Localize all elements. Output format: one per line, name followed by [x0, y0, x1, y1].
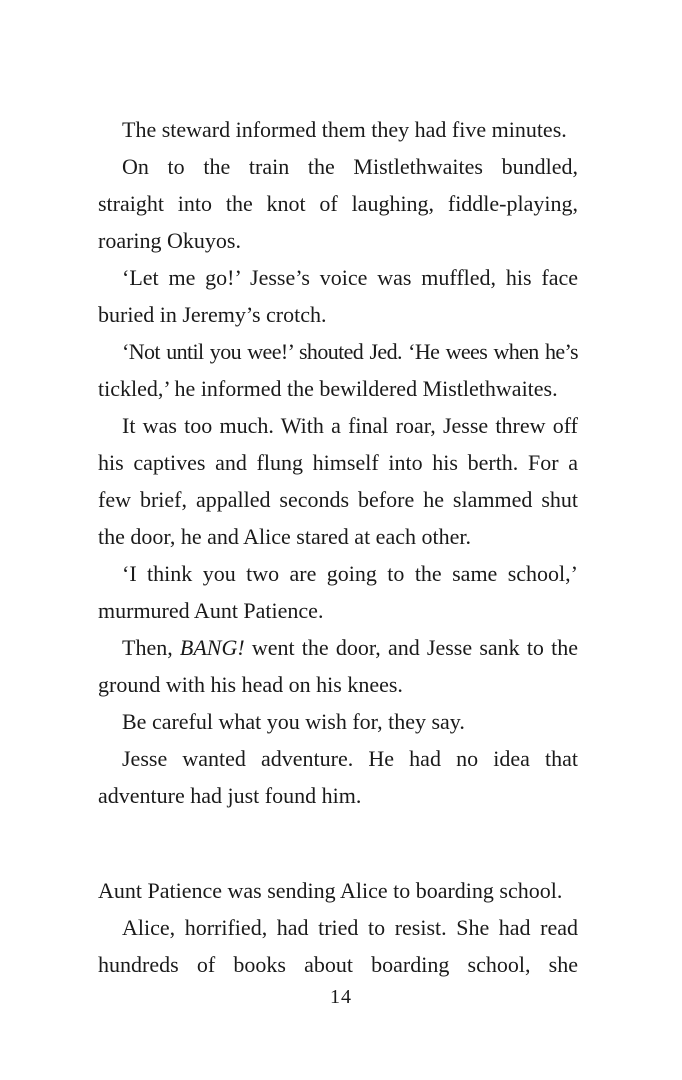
- paragraph-line: the door, he and Alice stared at each other.: [98, 524, 471, 549]
- paragraph-line: straight into the knot of laughing, fiddle-playing,: [98, 191, 578, 216]
- page-body: [98, 111, 578, 983]
- paragraph-line: Alice, horrified, had tried to resist. She had read: [122, 915, 578, 940]
- paragraph-line: [98, 629, 578, 666]
- paragraph-line: Be careful what you wish for, they say.: [122, 709, 465, 734]
- paragraph-line: tickled,’ he informed the bewildered Mistlethwaites.: [98, 376, 558, 401]
- text-run: Then,: [122, 635, 180, 660]
- section-break: [98, 814, 578, 872]
- paragraph-line: ground with his head on his knees.: [98, 672, 403, 697]
- paragraph-line: On to the train the Mistlethwaites bundled,: [122, 154, 578, 179]
- paragraph-line: his captives and flung himself into his berth. For a: [98, 450, 578, 475]
- paragraph-line: It was too much. With a final roar, Jesse threw off: [122, 413, 578, 438]
- page-number: 14: [330, 986, 352, 1008]
- paragraph-line: few brief, appalled seconds before he slammed shut: [98, 487, 578, 512]
- paragraph-line: hundreds of books about boarding school, she: [98, 952, 578, 977]
- text-run: went the door, and Jesse sank to the: [244, 635, 578, 660]
- paragraph-line: Aunt Patience was sending Alice to boarding school.: [98, 878, 563, 903]
- paragraph-line: murmured Aunt Patience.: [98, 598, 324, 623]
- paragraph-line: adventure had just found him.: [98, 783, 362, 808]
- paragraph-line: roaring Okuyos.: [98, 228, 241, 253]
- paragraph-line: buried in Jeremy’s crotch.: [98, 302, 327, 327]
- italic-text: BANG!: [179, 635, 245, 660]
- paragraph-line: ‘I think you two are going to the same school,’: [122, 561, 578, 586]
- paragraph-line: Jesse wanted adventure. He had no idea that: [122, 746, 578, 771]
- paragraph-line: ‘Not until you wee!’ shouted Jed. ‘He wees when he’s: [122, 339, 578, 364]
- paragraph-line: ‘Let me go!’ Jesse’s voice was muffled, his face: [122, 265, 578, 290]
- paragraph-line: The steward informed them they had five minutes.: [122, 117, 567, 142]
